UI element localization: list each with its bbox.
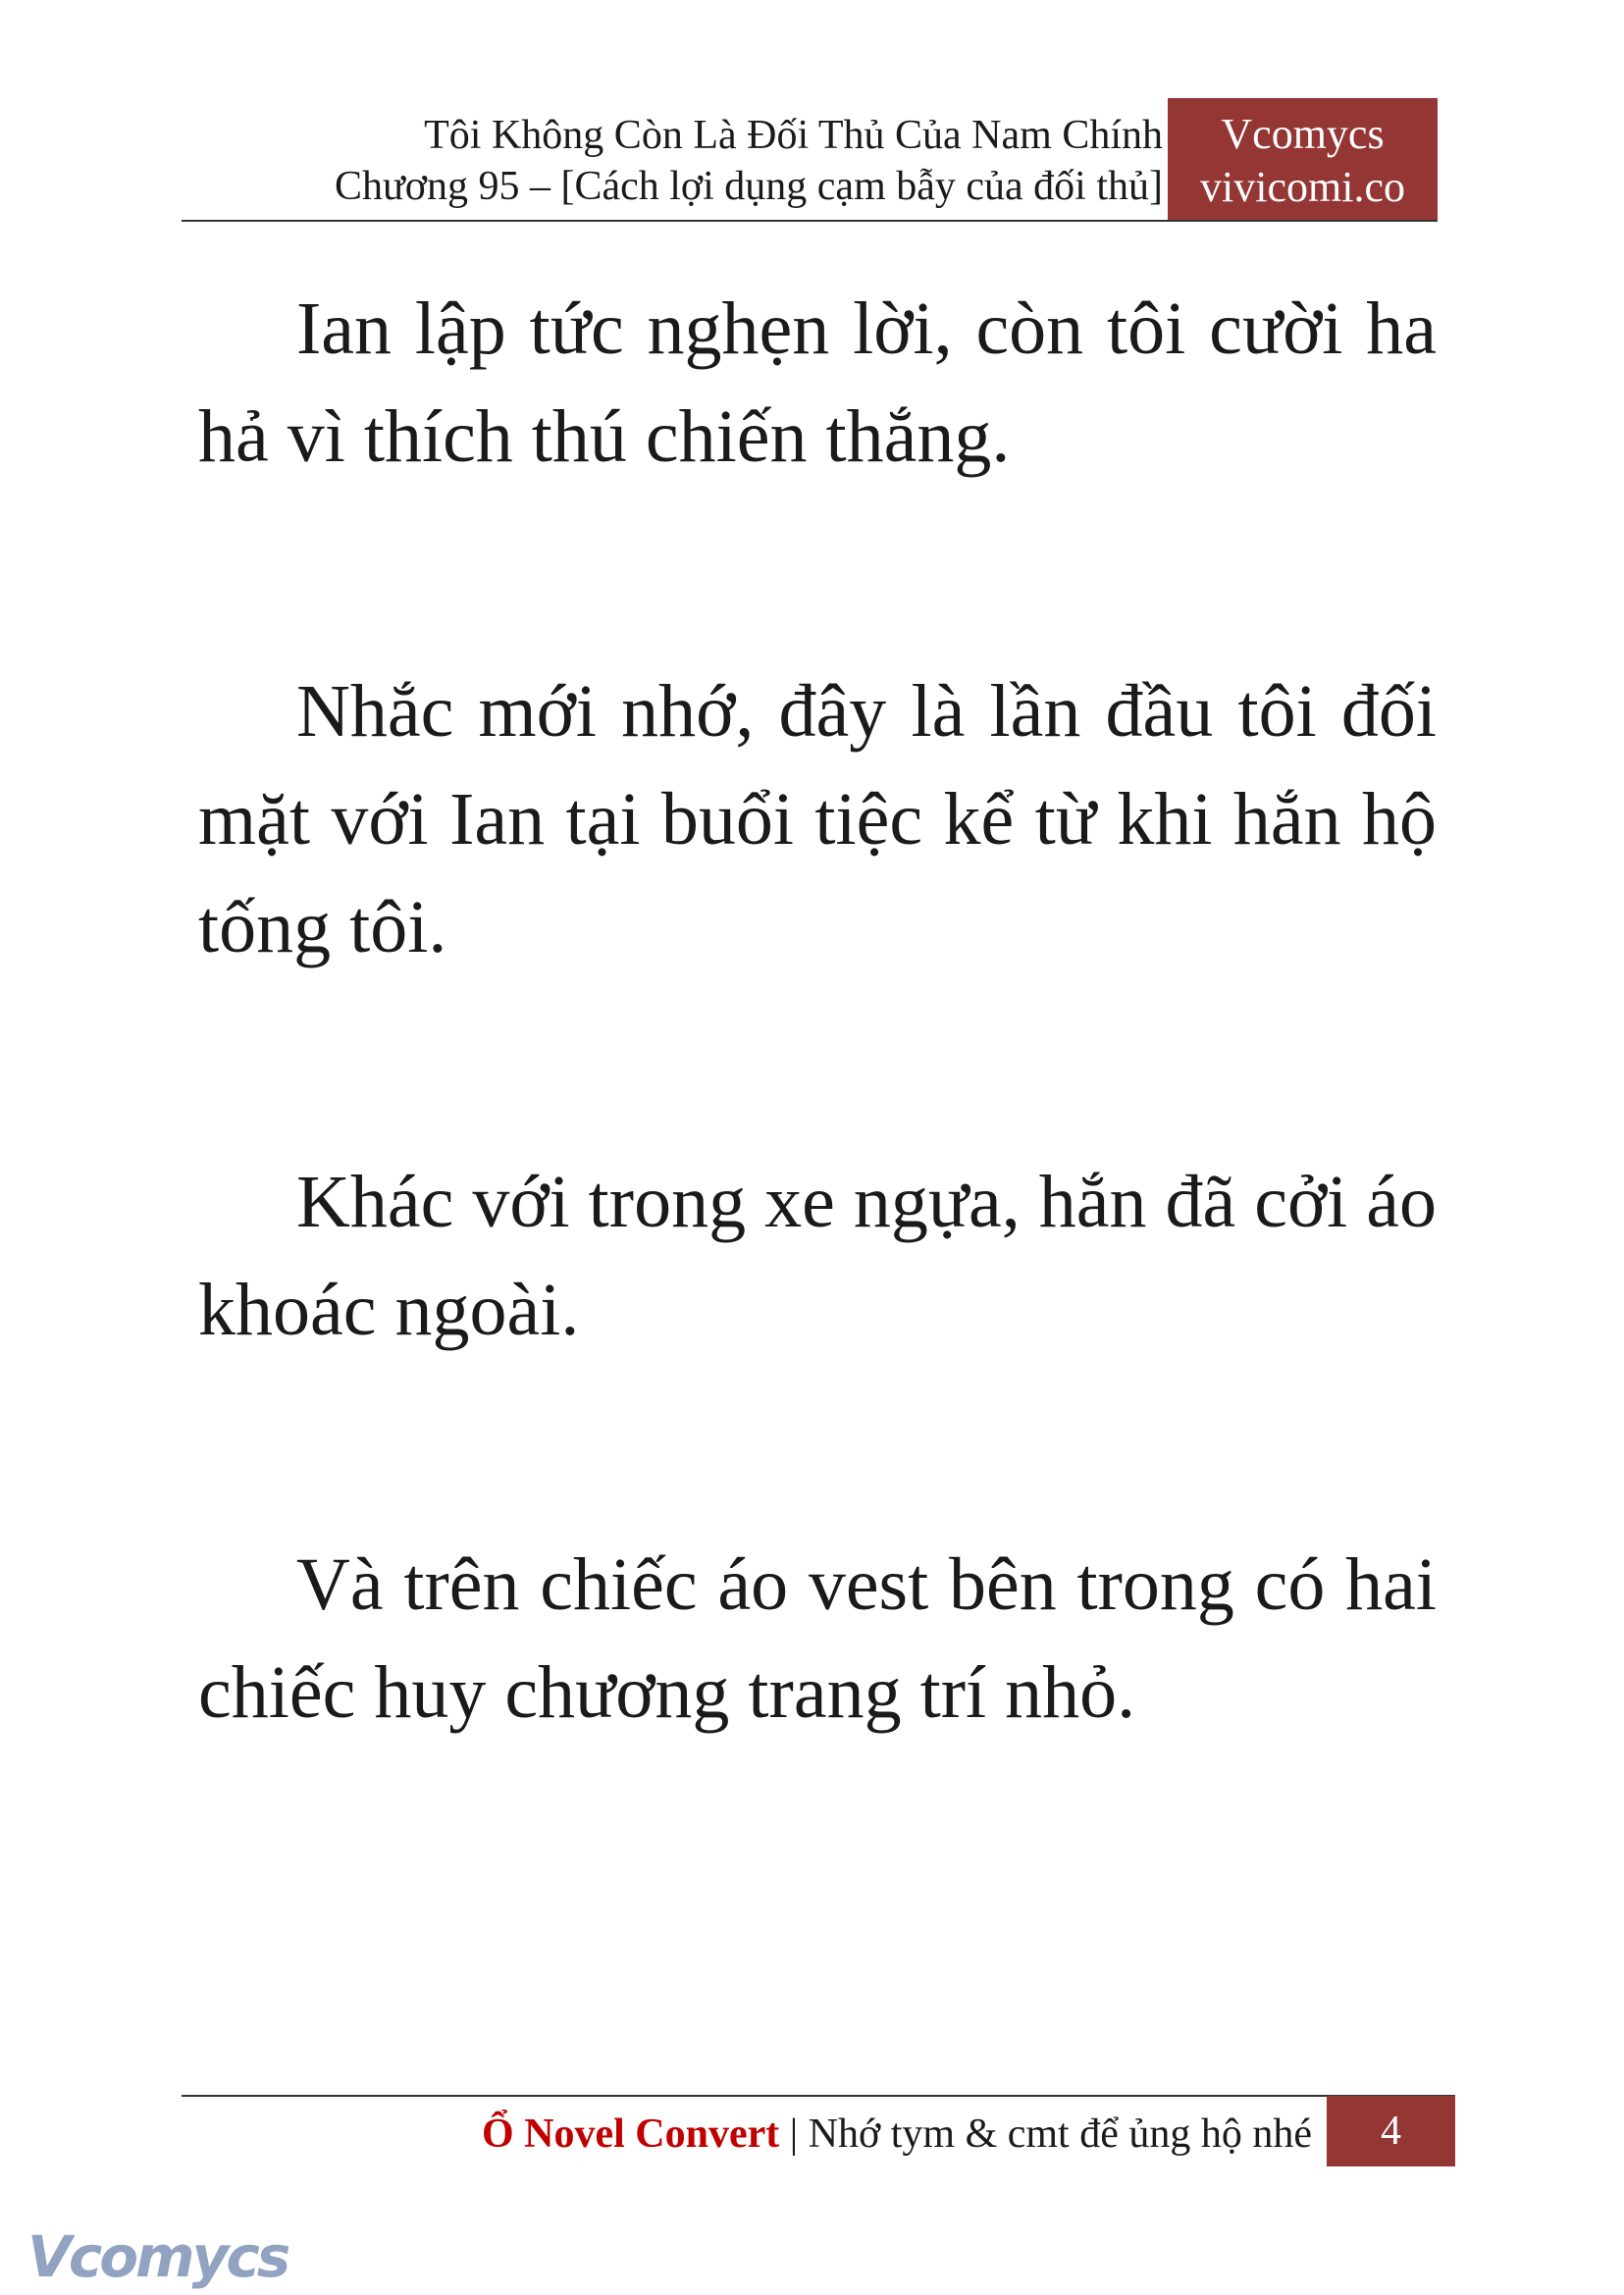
paragraph: Khác với trong xe ngựa, hắn đã cởi áo khoác ngoài. (198, 1161, 1437, 1351)
header-divider (182, 220, 1438, 222)
book-title: Tôi Không Còn Là Đối Thủ Của Nam Chính (424, 113, 1163, 158)
site-badge-name: Vcomycs (1221, 110, 1385, 158)
footer-brand: Ổ Novel Convert (481, 2112, 780, 2157)
paragraph: Ian lập tức nghẹn lời, còn tôi cười ha hả vì thích thú chiến thắng. (198, 287, 1437, 478)
paragraph: Và trên chiếc áo vest bên trong có hai chiếc huy chương trang trí nhỏ. (198, 1543, 1437, 1734)
site-badge-url: vivicomi.co (1200, 163, 1405, 211)
footer-message: Nhớ tym & cmt để ủng hộ nhé (808, 2112, 1312, 2157)
chapter-title: Chương 95 – [Cách lợi dụng cạm bẫy của đối thủ] (334, 164, 1163, 209)
running-header (335, 110, 1163, 212)
footer-separator: | (789, 2112, 799, 2157)
page-number: 4 (1327, 2096, 1455, 2166)
site-badge (1168, 98, 1438, 221)
paragraph: Nhắc mới nhớ, đây là lần đầu tôi đối mặt với Ian tại buổi tiệc kể từ khi hắn hộ tống tôi. (198, 670, 1437, 968)
chapter-body (198, 275, 1437, 1913)
footer-divider (182, 2095, 1455, 2097)
vcomycs-logo: Vcomycs (27, 2223, 288, 2290)
running-footer (482, 2102, 1312, 2166)
